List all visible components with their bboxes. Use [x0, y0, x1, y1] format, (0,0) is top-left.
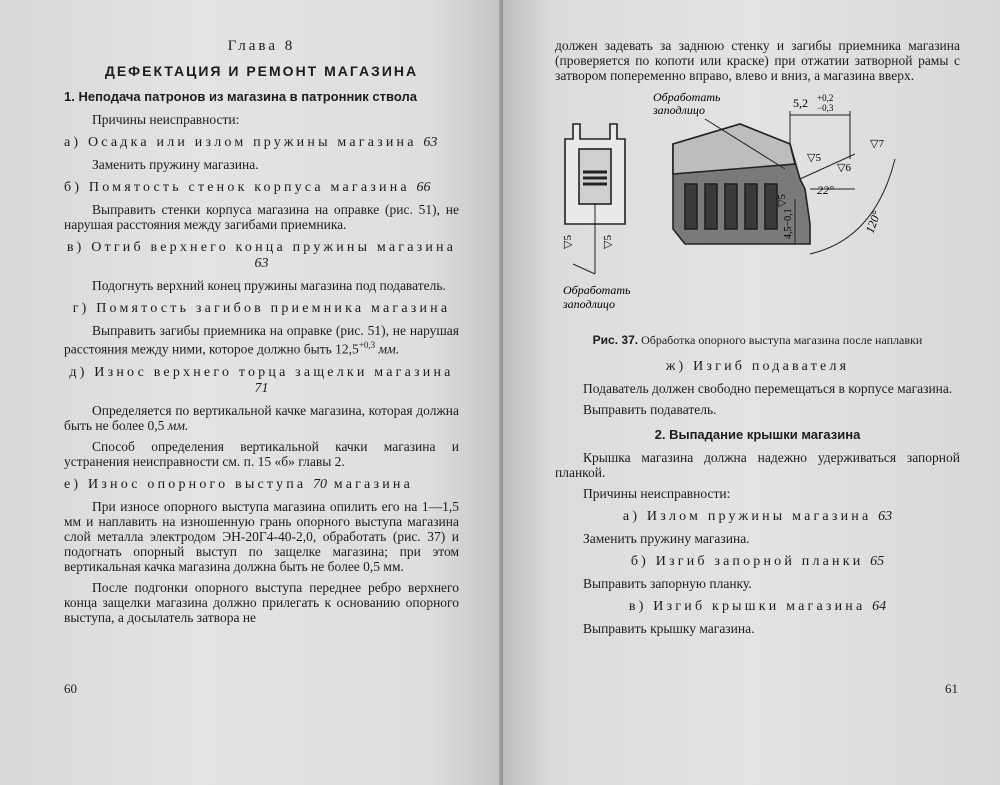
page-number-right: 61: [945, 681, 958, 696]
cause-rv-text: Выправить крышку магазина.: [583, 621, 755, 636]
cause-a-heading: а) Осадка или излом пружины магазина 63: [64, 135, 438, 150]
right-page: [503, 0, 1000, 785]
cause-ra-text: Заменить пружину магазина.: [583, 531, 750, 546]
continued-text: должен задевать за заднюю стенку и загибы приемника магазина (проверяется по копоти или краске) при отжатии затворной рамы с затвором попеременно вправо, влево и вниз, а магазина вверх.: [555, 38, 960, 83]
cause-d-heading: д) Износ верхнего торца защелки магазина 71: [69, 364, 454, 396]
cause-v-heading: в) Отгиб верхнего конца пружины магазина 63: [66, 240, 457, 271]
cause-b-heading: б) Помятость стенок корпуса магазина 66: [64, 180, 431, 195]
dim-5-2: 5,2: [793, 96, 808, 110]
section-2-title: 2. Выпадание крышки магазина: [654, 427, 861, 442]
figure-37-drawing: [555, 89, 960, 329]
angle-120: 120°: [862, 208, 884, 236]
dim-4-5: 4,5−0,1: [783, 208, 794, 239]
magazine-side-view: [565, 124, 625, 274]
label-top: Обработать заподлицо: [653, 90, 721, 117]
dim-5-2-minus: −0,3: [817, 103, 834, 113]
cause-rv-heading: в) Изгиб крышки магазина 64: [628, 599, 887, 614]
cause-e-text-2: После подгонки опорного выступа переднее ребро верхнего конца защелки магазина должно прилегать к основанию опорного выступа, а досылатель затвора не: [64, 579, 459, 625]
cause-e-heading: е) Износ опорного выступа 70 магазина: [64, 476, 413, 492]
cause-g-text: Выправить загибы приемника на оправке (рис. 51), не нарушая расстояния между ними, которое должно быть $12,5^{+0,3}$ мм.: [64, 323, 459, 357]
cause-g-heading: г) Помятость загибов приемника магазина: [72, 301, 451, 316]
chapter-title: ДЕФЕКТАЦИЯ И РЕМОНТ МАГАЗИНА: [104, 63, 419, 79]
page-number-left: 60: [64, 681, 77, 696]
finish-mark-5b: ▽5: [777, 194, 788, 207]
label-bottom: Обработать заподлицо: [563, 283, 631, 311]
finish-mark-7: ▽7: [870, 138, 884, 150]
cause-zh-heading: ж) Изгиб подавателя: [665, 359, 850, 374]
cause-e-text-1: При износе опорного выступа магазина опилить его на 1—1,5 мм и наплавить на изношенную грань опорного выступа магазина слой металла электродом ЭН-20Г4-40-2,0, обработать (рис. 37) и подогнать опорный выступ по защелке магазина; при этом вертикальная качка магазина должна быть не более 0,5 мм.: [64, 498, 459, 574]
cause-a-text: Заменить пружину магазина.: [92, 157, 259, 172]
section-1-title: 1. Неподача патронов из магазина в патронник ствола: [64, 89, 417, 104]
causes-label: Причины неисправности:: [92, 112, 240, 127]
cause-v-text: Подогнуть верхний конец пружины магазина под подаватель.: [92, 278, 446, 293]
cause-zh-text-2: Выправить подаватель.: [583, 402, 717, 417]
causes-label-right: Причины неисправности:: [583, 486, 731, 501]
cause-d-text-1: Определяется по вертикальной качке магазина, которая должна быть не более 0,5 мм.: [64, 402, 459, 433]
section-2-text: Крышка магазина должна надежно удерживаться запорной планкой.: [555, 450, 960, 480]
finish-mark-left: ▽5: [562, 235, 574, 249]
angle-22: 22°: [817, 183, 834, 197]
figure-caption: Рис. 37. Обработка опорного выступа магазина после наплавки: [592, 333, 923, 347]
cause-rb-heading: б) Изгиб запорной планки 65: [630, 554, 885, 569]
cause-d-text-2: Способ определения вертикальной качки магазина и устранения неисправности см. п. 15 «б» главы 2.: [64, 438, 459, 469]
figure-37: [555, 89, 960, 329]
cause-ra-heading: а) Излом пружины магазина 63: [622, 509, 893, 524]
cause-rb-text: Выправить запорную планку.: [583, 576, 752, 591]
finish-mark-right: ▽5: [602, 235, 614, 249]
cause-b-text: Выправить стенки корпуса магазина на оправке (рис. 51), не нарушая расстояния между загибами приемника.: [64, 202, 459, 232]
dim-5-2-plus: +0,2: [817, 93, 834, 103]
cause-zh-text-1: Подаватель должен свободно перемещаться в корпусе магазина.: [583, 381, 953, 396]
finish-mark-5: ▽5: [807, 152, 821, 164]
finish-mark-6: ▽6: [837, 162, 851, 174]
chapter-number: Глава 8: [227, 38, 296, 54]
